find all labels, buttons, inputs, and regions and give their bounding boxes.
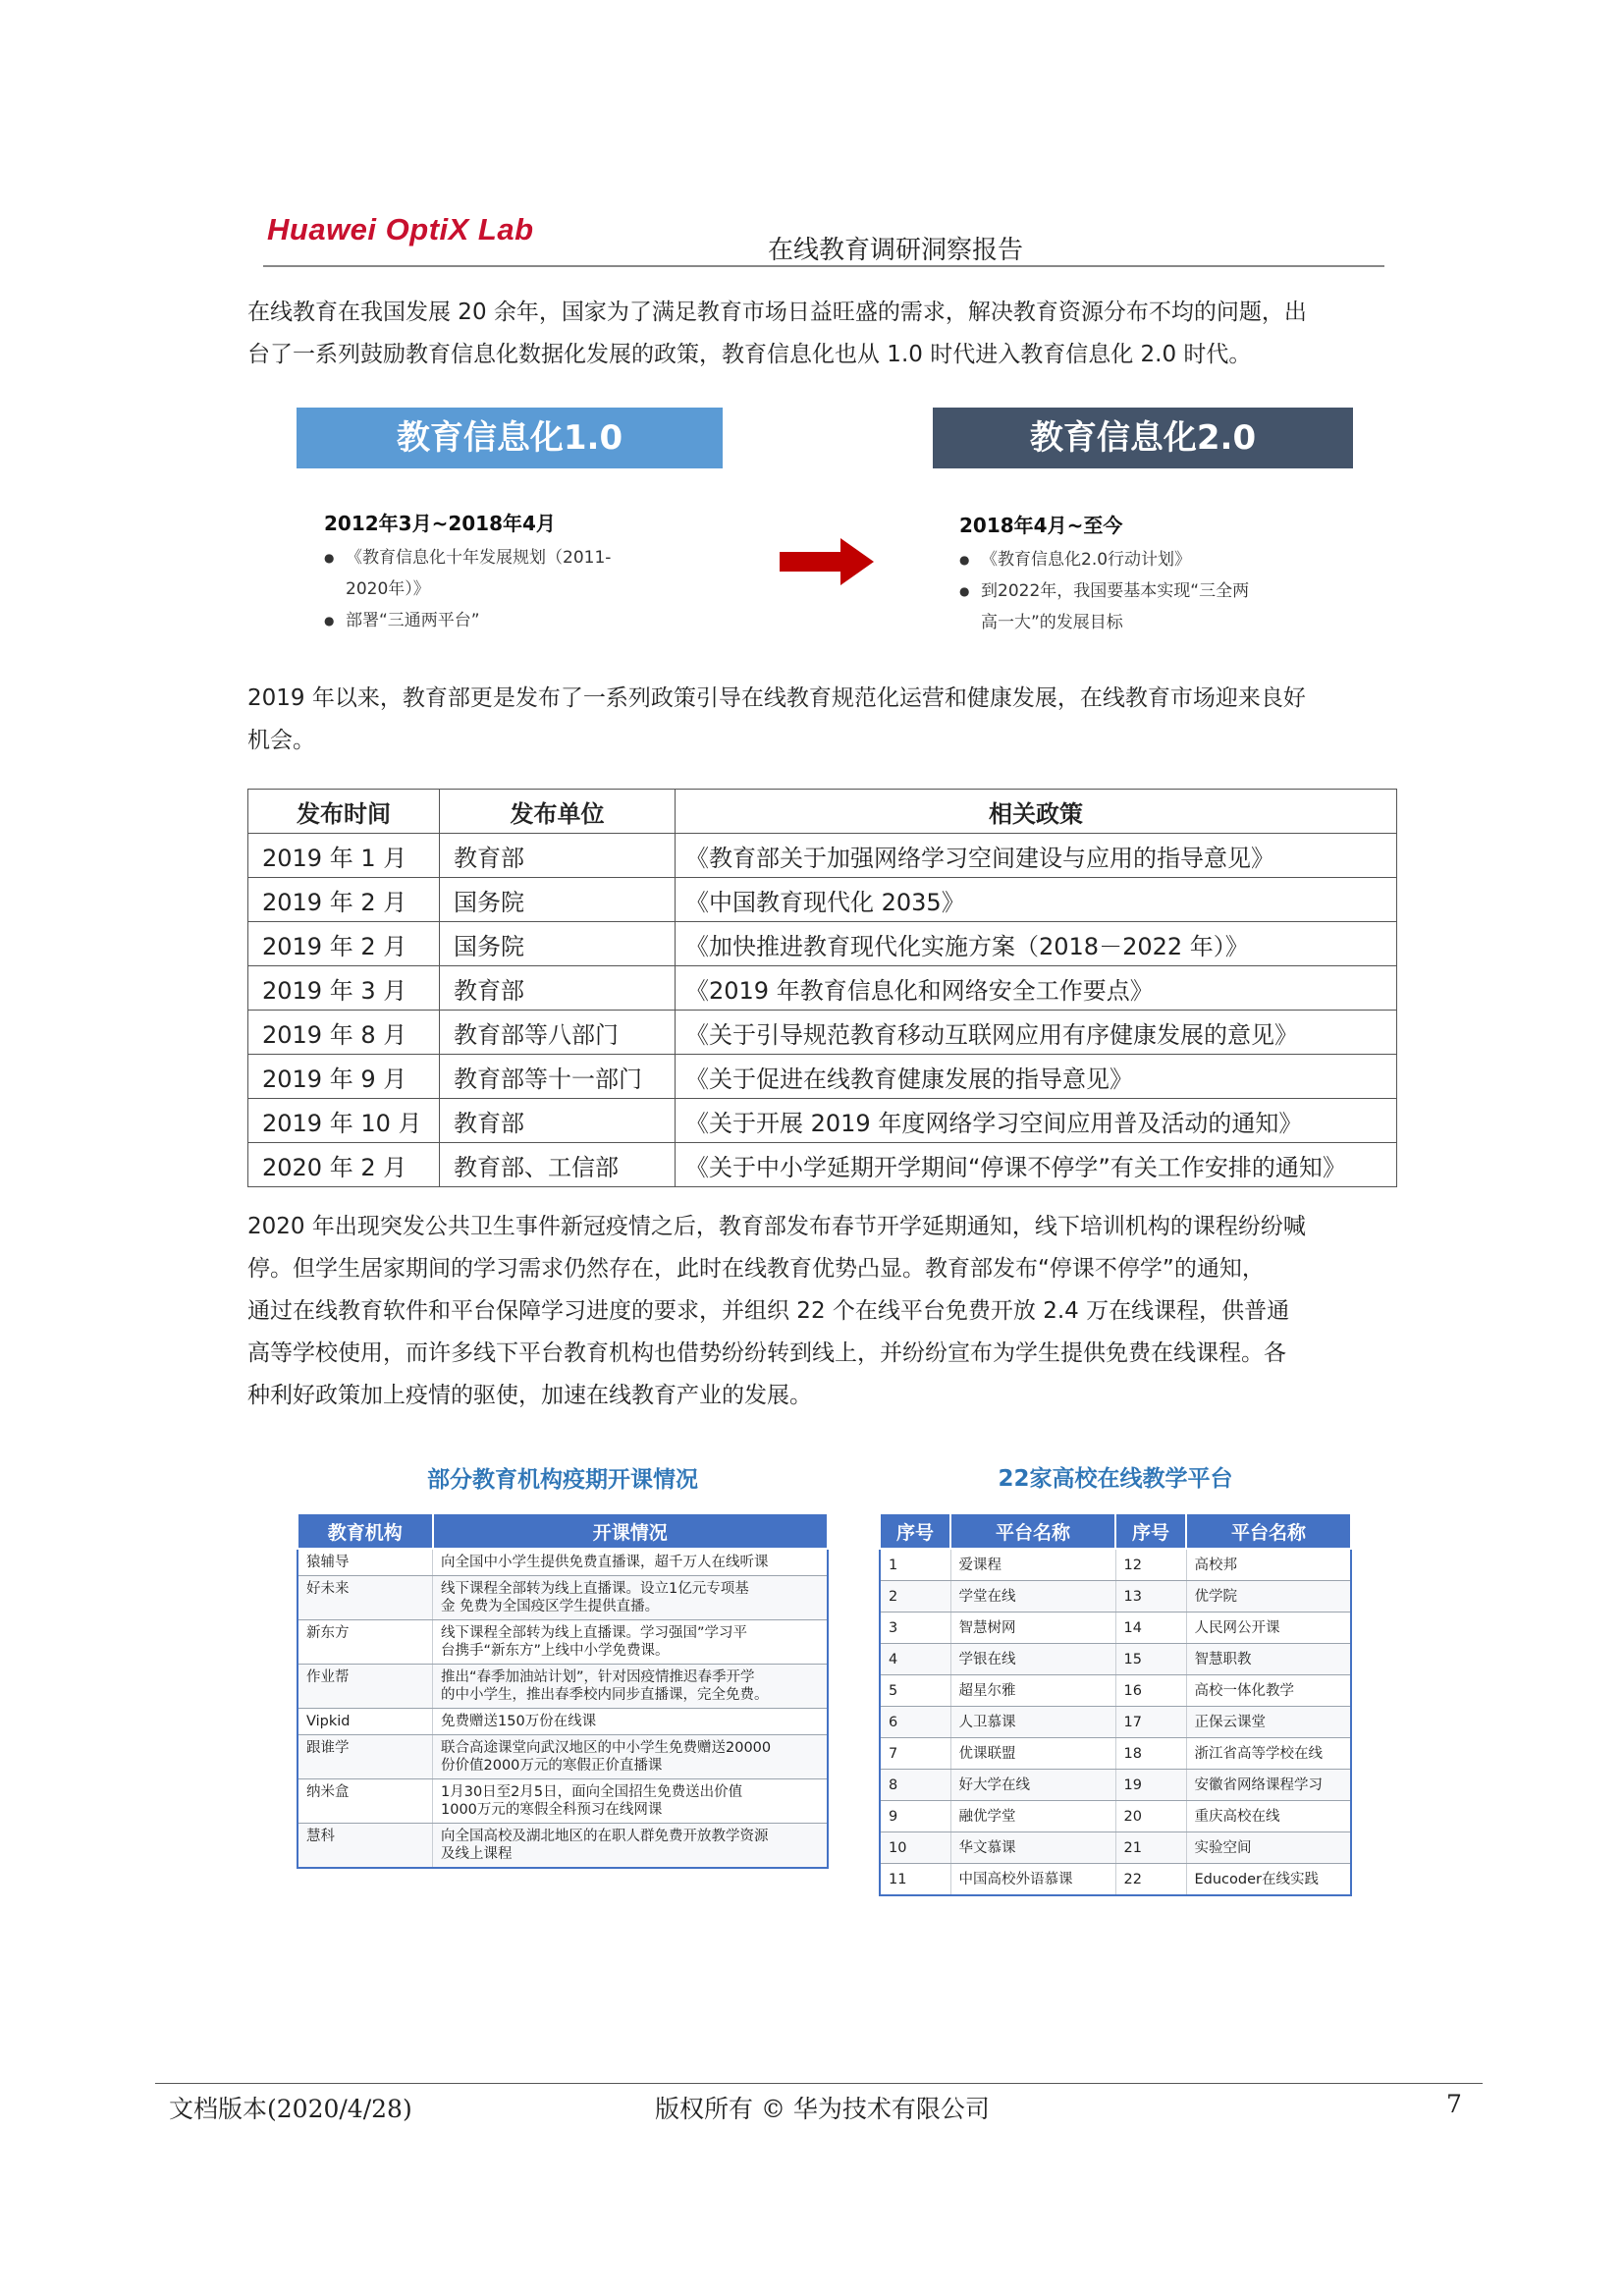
date-cell: 2019 年 3 月 <box>248 966 440 1011</box>
index-cell: 14 <box>1115 1613 1186 1644</box>
table-row <box>248 1055 1397 1099</box>
table-row <box>880 1549 1351 1581</box>
table-row <box>880 1832 1351 1864</box>
index-cell: 6 <box>880 1707 950 1738</box>
date-cell: 2019 年 2 月 <box>248 922 440 966</box>
institutions-table <box>297 1512 829 1869</box>
policy-cell: 《关于引导规范教育移动互联网应用有序健康发展的意见》 <box>676 1011 1397 1055</box>
table-row <box>880 1801 1351 1832</box>
table-row <box>880 1770 1351 1801</box>
policy-cell: 《关于开展 2019 年度网络学习空间应用普及活动的通知》 <box>676 1099 1397 1143</box>
table-row <box>298 1665 828 1709</box>
epidemic-line: 高等学校使用，而许多线下平台教育机构也借势纷纷转到线上，并纷纷宣布为学生提供免费在线课程。各 <box>247 1340 1286 1366</box>
platform-cell: 优学院 <box>1186 1581 1351 1613</box>
date-cell: 2019 年 1 月 <box>248 834 440 878</box>
policy-table <box>247 789 1397 1187</box>
index-cell: 20 <box>1115 1801 1186 1832</box>
institution-cell: 新东方 <box>298 1620 433 1665</box>
policy-cell: 《中国教育现代化 2035》 <box>676 878 1397 922</box>
index-cell: 15 <box>1115 1644 1186 1675</box>
course-info-cell: 推出“春季加油站计划”，针对因疫情推迟春季开学 的中小学生，推出春季校内同步直播课，完全免费。 <box>433 1665 829 1709</box>
document-version: 文档版本(2020/4/28) <box>169 2095 412 2123</box>
institutions-table-title: 部分教育机构疫期开课情况 <box>427 1467 698 1493</box>
policy-cell: 《加快推进教育现代化实施方案（2018－2022 年）》 <box>676 922 1397 966</box>
table-row <box>298 1620 828 1665</box>
era-2-date: 2018年4月~至今 <box>959 514 1123 537</box>
intro-line: 在线教育在我国发展 20 余年，国家为了满足教育市场日益旺盛的需求，解决教育资源分布不均的问题，出 <box>247 300 1307 325</box>
issuer-cell: 教育部 <box>440 966 676 1011</box>
date-cell: 2019 年 9 月 <box>248 1055 440 1099</box>
institution-cell: 作业帮 <box>298 1665 433 1709</box>
table-row <box>248 966 1397 1011</box>
header-cell: 教育机构 <box>298 1513 433 1549</box>
index-cell: 17 <box>1115 1707 1186 1738</box>
header-cell: 序号 <box>880 1513 950 1549</box>
header-cell: 开课情况 <box>433 1513 829 1549</box>
index-cell: 7 <box>880 1738 950 1770</box>
course-info-cell: 线下课程全部转为线上直播课。学习强国”学习平 台携手“新东方”上线中小学免费课。 <box>433 1620 829 1665</box>
policy-paragraph <box>247 678 1390 762</box>
course-info-cell: 免费赠送150万份在线课 <box>433 1709 829 1735</box>
table-row <box>880 1581 1351 1613</box>
institution-cell: 好未来 <box>298 1576 433 1620</box>
era-2-item: ● 《教育信息化2.0行动计划》 <box>959 544 1293 575</box>
index-cell: 11 <box>880 1864 950 1896</box>
header-cell: 相关政策 <box>676 790 1397 834</box>
course-info-cell: 联合高途课堂向武汉地区的中小学生免费赠送20000 份价值2000万元的寒假正价直播课 <box>433 1735 829 1779</box>
era-1-title-box: 教育信息化1.0 <box>297 408 723 468</box>
epidemic-paragraph <box>247 1206 1390 1417</box>
platform-cell: 好大学在线 <box>950 1770 1115 1801</box>
table-row <box>298 1549 828 1576</box>
header-cell: 平台名称 <box>950 1513 1115 1549</box>
footer-divider <box>155 2083 1483 2084</box>
policy-cell: 《2019 年教育信息化和网络安全工作要点》 <box>676 966 1397 1011</box>
table-row <box>298 1824 828 1869</box>
table-row <box>248 878 1397 922</box>
policy-cell: 《关于中小学延期开学期间“停课不停学”有关工作安排的通知》 <box>676 1143 1397 1187</box>
index-cell: 9 <box>880 1801 950 1832</box>
platform-cell: 高校一体化教学 <box>1186 1675 1351 1707</box>
index-cell: 19 <box>1115 1770 1186 1801</box>
epidemic-line: 2020 年出现突发公共卫生事件新冠疫情之后，教育部发布春节开学延期通知，线下培训机构的课程纷纷喊 <box>247 1214 1306 1239</box>
header-cell: 发布时间 <box>248 790 440 834</box>
index-cell: 10 <box>880 1832 950 1864</box>
index-cell: 4 <box>880 1644 950 1675</box>
epidemic-line: 停。但学生居家期间的学习需求仍然存在，此时在线教育优势凸显。教育部发布“停课不停学”的通知， <box>247 1256 1265 1282</box>
table-row <box>298 1779 828 1824</box>
policy-cell: 《关于促进在线教育健康发展的指导意见》 <box>676 1055 1397 1099</box>
index-cell: 5 <box>880 1675 950 1707</box>
issuer-cell: 教育部 <box>440 834 676 878</box>
date-cell: 2019 年 8 月 <box>248 1011 440 1055</box>
era-1-date: 2012年3月~2018年4月 <box>324 512 556 535</box>
epidemic-line: 通过在线教育软件和平台保障学习进度的要求，并组织 22 个在线平台免费开放 2.4 万在线课程，供普通 <box>247 1298 1290 1324</box>
intro-paragraph <box>247 292 1390 376</box>
platform-cell: 学堂在线 <box>950 1581 1115 1613</box>
table-row <box>880 1738 1351 1770</box>
table-row <box>880 1675 1351 1707</box>
institution-cell: 跟谁学 <box>298 1735 433 1779</box>
platform-cell: 智慧树网 <box>950 1613 1115 1644</box>
table-row <box>248 1143 1397 1187</box>
huawei-optix-lab-logo: Huawei OptiX Lab <box>267 212 534 246</box>
course-info-cell: 线下课程全部转为线上直播课。设立1亿元专项基 金 免费为全国疫区学生提供直播。 <box>433 1576 829 1620</box>
course-info-cell: 1月30日至2月5日，面向全国招生免费送出价值 1000万元的寒假全科预习在线网课 <box>433 1779 829 1824</box>
institutions-header <box>298 1513 828 1549</box>
header-divider <box>263 265 1384 267</box>
platform-cell: 超星尔雅 <box>950 1675 1115 1707</box>
platform-cell: 优课联盟 <box>950 1738 1115 1770</box>
table-row <box>248 834 1397 878</box>
policy-table-header <box>248 790 1397 834</box>
institution-cell: 慧科 <box>298 1824 433 1869</box>
table-row <box>880 1644 1351 1675</box>
header-cell: 平台名称 <box>1186 1513 1351 1549</box>
table-row <box>880 1707 1351 1738</box>
date-cell: 2019 年 10 月 <box>248 1099 440 1143</box>
institution-cell: 猿辅导 <box>298 1549 433 1576</box>
table-row <box>298 1576 828 1620</box>
epidemic-line: 种利好政策加上疫情的驱使，加速在线教育产业的发展。 <box>247 1383 812 1408</box>
era-2-title-box: 教育信息化2.0 <box>933 408 1353 468</box>
policy-line: 2019 年以来，教育部更是发布了一系列政策引导在线教育规范化运营和健康发展，在线教育市场迎来良好 <box>247 685 1306 711</box>
page-number: 7 <box>1446 2090 1462 2118</box>
era-1-item: ● 部署“三通两平台” <box>324 605 658 636</box>
platform-cell: 重庆高校在线 <box>1186 1801 1351 1832</box>
issuer-cell: 教育部等八部门 <box>440 1011 676 1055</box>
index-cell: 2 <box>880 1581 950 1613</box>
transition-arrow-icon <box>780 538 874 585</box>
platform-cell: 爱课程 <box>950 1549 1115 1581</box>
index-cell: 1 <box>880 1549 950 1581</box>
platform-cell: 实验空间 <box>1186 1832 1351 1864</box>
course-info-cell: 向全国高校及湖北地区的在职人群免费开放教学资源 及线上课程 <box>433 1824 829 1869</box>
platform-cell: Educoder在线实践 <box>1186 1864 1351 1896</box>
issuer-cell: 教育部 <box>440 1099 676 1143</box>
platform-cell: 华文慕课 <box>950 1832 1115 1864</box>
policy-cell: 《教育部关于加强网络学习空间建设与应用的指导意见》 <box>676 834 1397 878</box>
index-cell: 3 <box>880 1613 950 1644</box>
issuer-cell: 教育部等十一部门 <box>440 1055 676 1099</box>
table-row <box>248 922 1397 966</box>
platforms-table <box>879 1512 1352 1896</box>
institution-cell: Vipkid <box>298 1709 433 1735</box>
policy-line: 机会。 <box>247 728 315 753</box>
date-cell: 2020 年 2 月 <box>248 1143 440 1187</box>
platform-cell: 浙江省高等学校在线 <box>1186 1738 1351 1770</box>
platform-cell: 智慧职教 <box>1186 1644 1351 1675</box>
platform-cell: 正保云课堂 <box>1186 1707 1351 1738</box>
index-cell: 12 <box>1115 1549 1186 1581</box>
report-title: 在线教育调研洞察报告 <box>768 236 1024 265</box>
intro-line: 台了一系列鼓励教育信息化数据化发展的政策，教育信息化也从 1.0 时代进入教育信息化 2.0 时代。 <box>247 342 1252 367</box>
index-cell: 8 <box>880 1770 950 1801</box>
index-cell: 22 <box>1115 1864 1186 1896</box>
platform-cell: 学银在线 <box>950 1644 1115 1675</box>
platform-cell: 人卫慕课 <box>950 1707 1115 1738</box>
issuer-cell: 国务院 <box>440 922 676 966</box>
era-1-details <box>324 508 658 636</box>
era-1-item: ● 《教育信息化十年发展规划（2011- 2020年）》 <box>324 542 658 605</box>
issuer-cell: 教育部、工信部 <box>440 1143 676 1187</box>
table-row <box>880 1613 1351 1644</box>
platform-cell: 中国高校外语慕课 <box>950 1864 1115 1896</box>
table-row <box>880 1864 1351 1896</box>
date-cell: 2019 年 2 月 <box>248 878 440 922</box>
institution-cell: 纳米盒 <box>298 1779 433 1824</box>
index-cell: 13 <box>1115 1581 1186 1613</box>
era-2-details <box>959 510 1293 638</box>
copyright-notice: 版权所有 © 华为技术有限公司 <box>655 2095 990 2123</box>
table-row <box>298 1735 828 1779</box>
header-cell: 序号 <box>1115 1513 1186 1549</box>
platform-cell: 融优学堂 <box>950 1801 1115 1832</box>
table-row <box>298 1709 828 1735</box>
platform-cell: 安徽省网络课程学习 <box>1186 1770 1351 1801</box>
issuer-cell: 国务院 <box>440 878 676 922</box>
platform-cell: 高校邦 <box>1186 1549 1351 1581</box>
table-row <box>248 1011 1397 1055</box>
header-cell: 发布单位 <box>440 790 676 834</box>
course-info-cell: 向全国中小学生提供免费直播课，超千万人在线听课 <box>433 1549 829 1576</box>
platforms-table-title: 22家高校在线教学平台 <box>998 1466 1233 1492</box>
era-2-item: ● 到2022年，我国要基本实现“三全两 高一大”的发展目标 <box>959 575 1293 638</box>
index-cell: 21 <box>1115 1832 1186 1864</box>
index-cell: 18 <box>1115 1738 1186 1770</box>
table-row <box>248 1099 1397 1143</box>
platform-cell: 人民网公开课 <box>1186 1613 1351 1644</box>
platforms-header <box>880 1513 1351 1549</box>
index-cell: 16 <box>1115 1675 1186 1707</box>
